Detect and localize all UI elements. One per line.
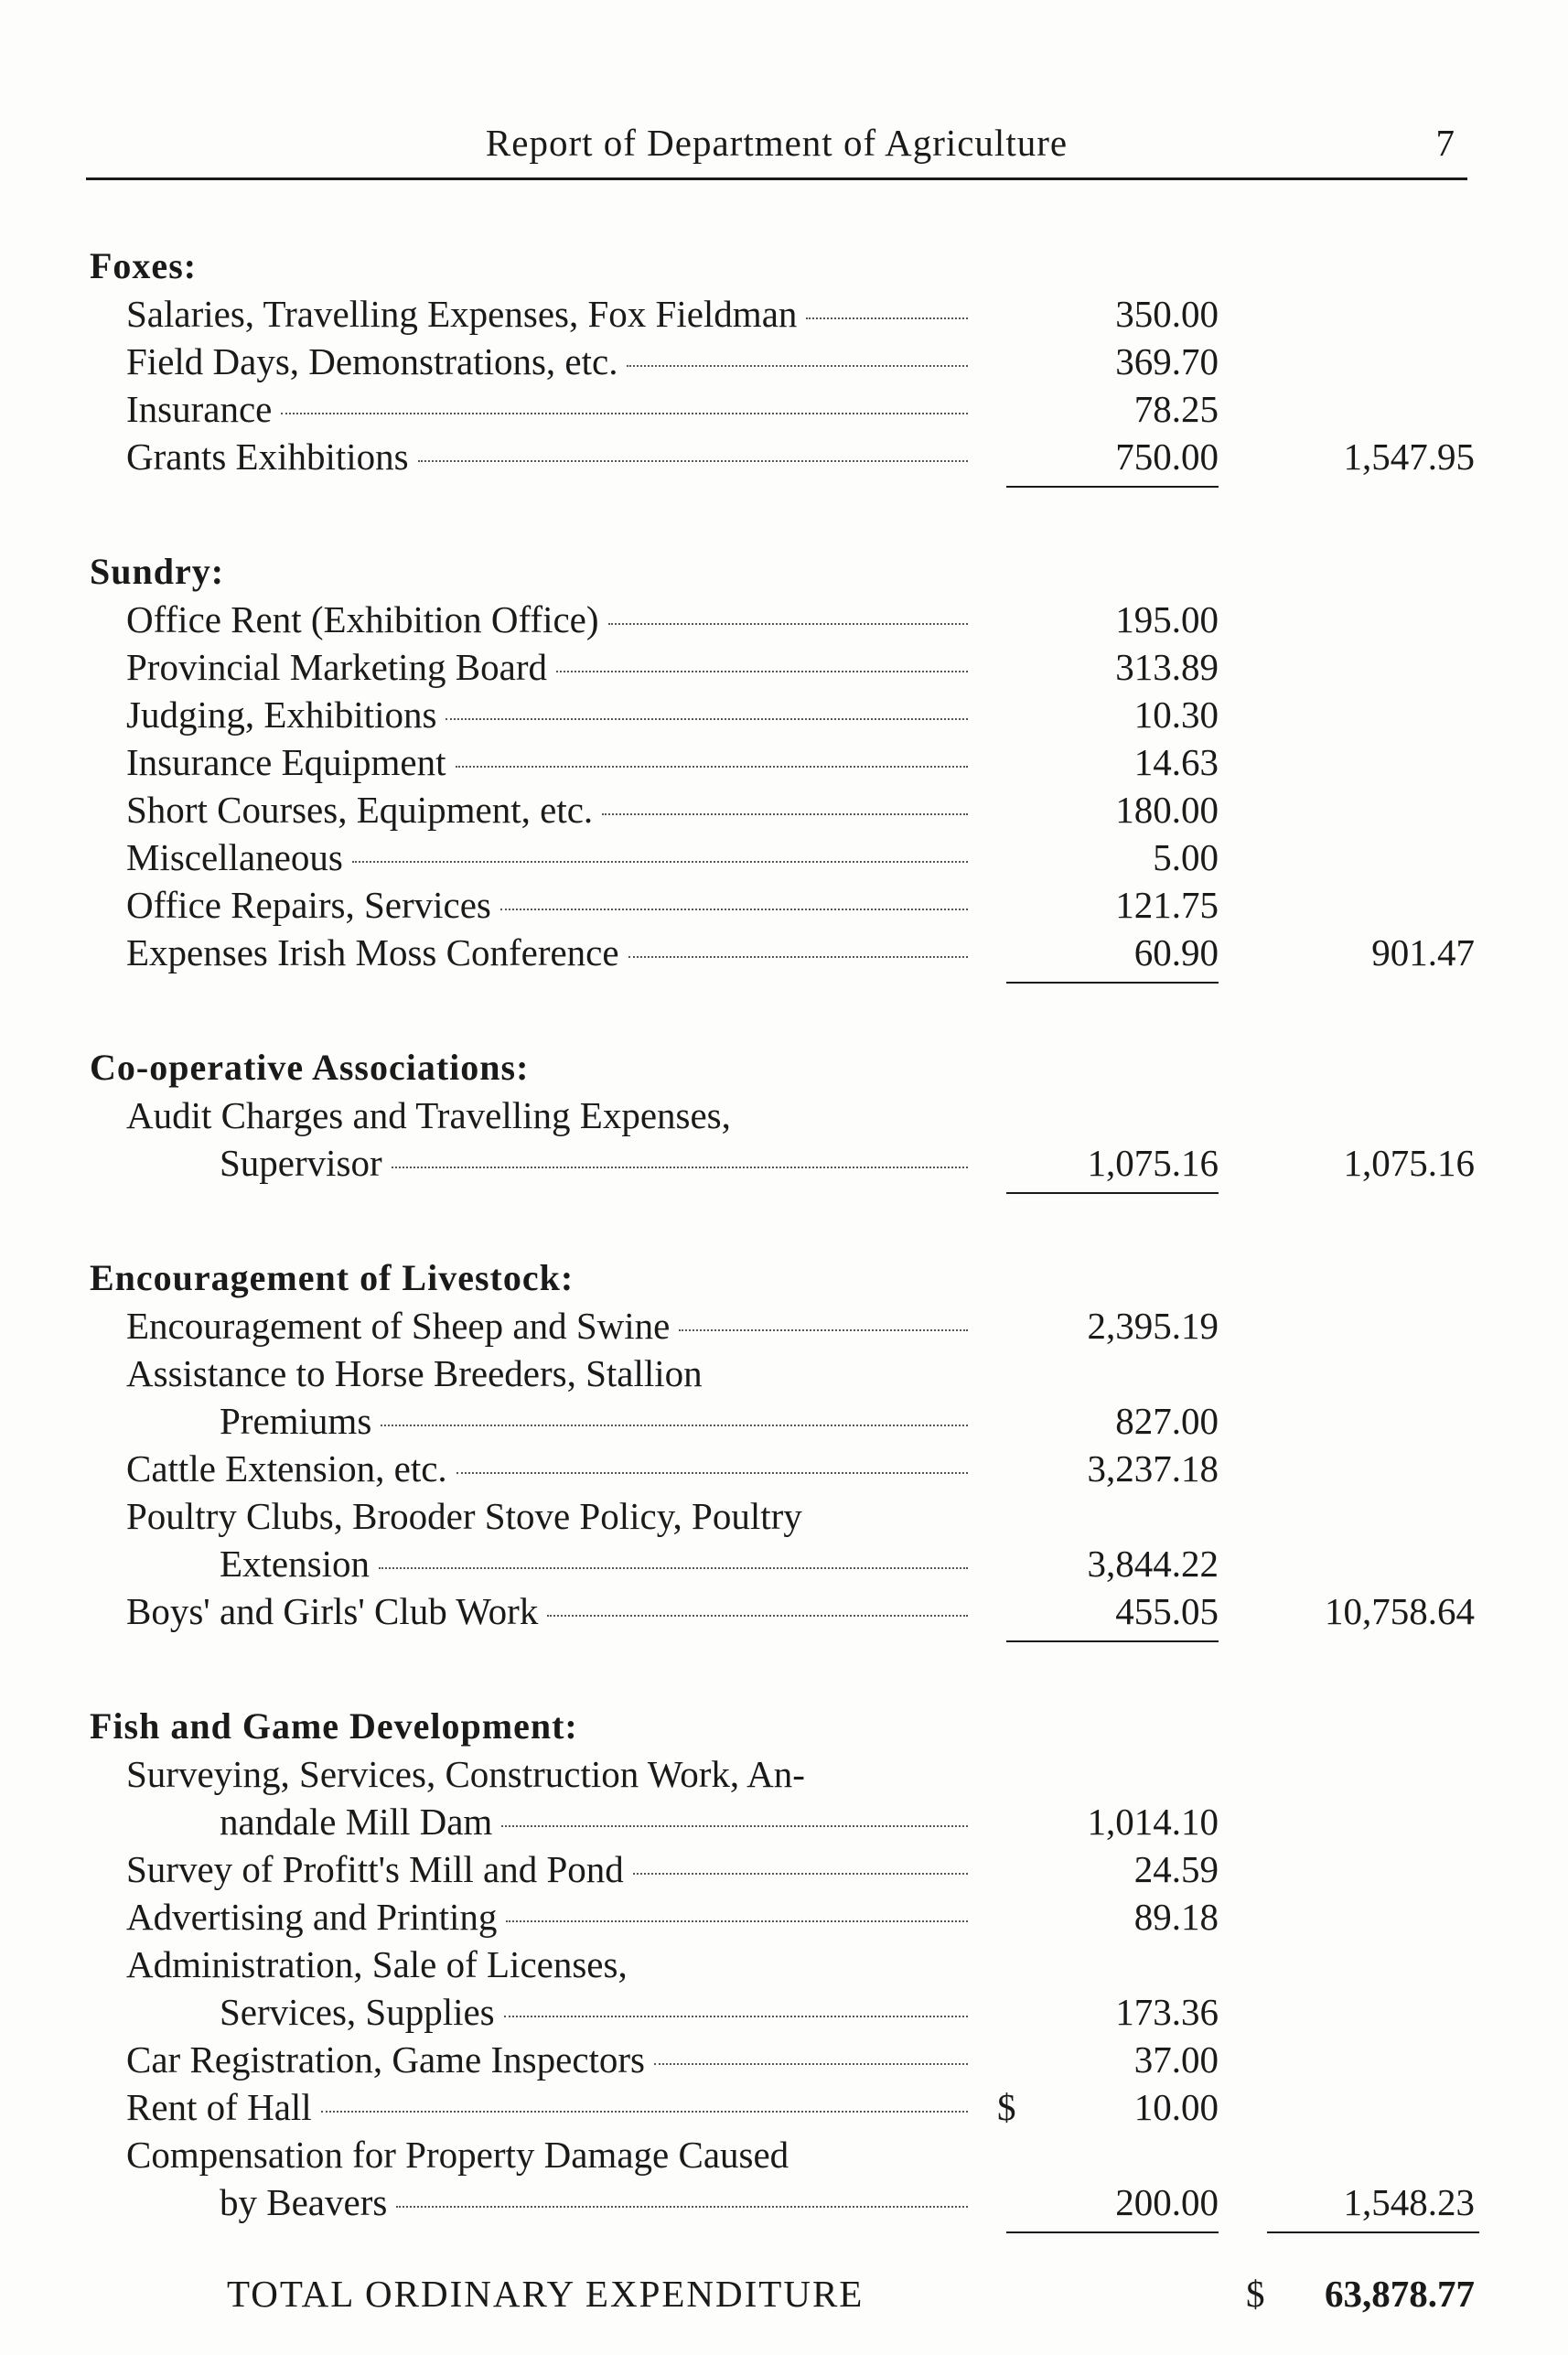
item-amount: 195.00 xyxy=(1115,598,1219,640)
item-text: Supervisor xyxy=(220,1142,382,1184)
item-amount: 10.00 xyxy=(1133,2086,1219,2128)
item-amount: 455.05 xyxy=(1115,1590,1219,1632)
item-text: Compensation for Property Damage Caused xyxy=(126,2134,789,2176)
dot-leader xyxy=(628,956,968,958)
dot-leader xyxy=(504,2016,968,2017)
item-text: Field Days, Demonstrations, etc. xyxy=(126,340,618,382)
subtotal-rule xyxy=(0,2226,1568,2266)
item-label xyxy=(126,738,968,786)
table-row xyxy=(0,2178,1568,2226)
dot-leader xyxy=(379,1567,968,1569)
item-amount: 60.90 xyxy=(1133,931,1219,973)
item-amount: 750.00 xyxy=(1115,436,1219,478)
item-label xyxy=(220,1540,968,1587)
item-amount: 1,014.10 xyxy=(1087,1801,1219,1843)
item-text: Provincial Marketing Board xyxy=(126,646,548,688)
item-text: by Beavers xyxy=(220,2181,388,2223)
table-row xyxy=(0,786,1568,833)
item-label xyxy=(220,1139,968,1187)
table-row xyxy=(0,1139,1568,1187)
table-row xyxy=(0,1540,1568,1587)
item-label xyxy=(126,881,968,929)
item-label xyxy=(126,1445,968,1492)
item-label xyxy=(126,643,968,691)
item-text: nandale Mill Dam xyxy=(220,1801,493,1843)
table-row xyxy=(0,1350,1568,1397)
item-label xyxy=(126,1492,968,1540)
section xyxy=(0,548,1568,1044)
subtotal-rule xyxy=(0,976,1568,1016)
item-text: Salaries, Travelling Expenses, Fox Fieldman xyxy=(126,293,798,335)
page-number: 7 xyxy=(1435,122,1455,164)
dot-leader xyxy=(352,861,968,863)
item-label xyxy=(220,1397,968,1445)
item-amount: 5.00 xyxy=(1153,836,1219,878)
section-title: Co-operative Associations: xyxy=(90,1047,530,1088)
item-text: Boys' and Girls' Club Work xyxy=(126,1590,539,1632)
item-text: Insurance xyxy=(126,388,273,430)
item-label xyxy=(126,290,968,338)
item-label xyxy=(126,2131,968,2178)
item-amount: 37.00 xyxy=(1133,2038,1219,2081)
item-text: Assistance to Horse Breeders, Stallion xyxy=(126,1352,703,1394)
item-label xyxy=(126,433,968,480)
item-amount: 369.70 xyxy=(1115,340,1219,382)
item-text: Expenses Irish Moss Conference xyxy=(126,931,619,973)
page-header xyxy=(86,121,1467,180)
item-amount: 78.25 xyxy=(1133,388,1219,430)
section-total: 10,758.64 xyxy=(1325,1590,1475,1632)
table-row xyxy=(0,1845,1568,1893)
table-row xyxy=(0,596,1568,643)
table-row xyxy=(0,290,1568,338)
table-row xyxy=(0,338,1568,385)
item-text: Short Courses, Equipment, etc. xyxy=(126,789,594,831)
dot-leader xyxy=(556,671,968,672)
item-label xyxy=(126,2036,968,2083)
table-row xyxy=(0,1988,1568,2036)
dot-leader xyxy=(456,1472,968,1474)
item-text: Surveying, Services, Construction Work, An- xyxy=(126,1753,805,1795)
item-label xyxy=(126,385,968,433)
dot-leader xyxy=(506,1920,968,1922)
section-total: 1,075.16 xyxy=(1343,1142,1475,1184)
item-text: Miscellaneous xyxy=(126,836,343,878)
item-amount: 89.18 xyxy=(1133,1896,1219,1938)
grand-total-value: 63,878.77 xyxy=(1325,2273,1475,2315)
item-text: Services, Supplies xyxy=(220,1991,495,2033)
item-amount: 121.75 xyxy=(1115,884,1219,926)
item-amount: 24.59 xyxy=(1133,1848,1219,1890)
item-label xyxy=(126,596,968,643)
item-amount: 3,237.18 xyxy=(1087,1447,1219,1489)
running-title: Report of Department of Agriculture xyxy=(485,122,1069,164)
dot-leader xyxy=(806,317,968,319)
item-text: Judging, Exhibitions xyxy=(126,694,437,736)
subtotal-rule xyxy=(0,1635,1568,1675)
item-text: Office Repairs, Services xyxy=(126,884,491,926)
item-label xyxy=(126,1941,968,1988)
section-total: 1,548.23 xyxy=(1343,2181,1475,2223)
dot-leader xyxy=(547,1615,968,1617)
table-row xyxy=(0,1492,1568,1540)
dot-leader xyxy=(608,623,968,625)
table-row xyxy=(0,1893,1568,1941)
table-row xyxy=(0,2036,1568,2083)
dot-leader xyxy=(418,460,968,462)
table-row xyxy=(0,929,1568,976)
dot-leader xyxy=(654,2063,968,2065)
item-text: Grants Exihbitions xyxy=(126,436,409,478)
section-total: 901.47 xyxy=(1371,931,1475,973)
dot-leader xyxy=(633,1873,968,1875)
item-label xyxy=(126,1893,968,1941)
item-text: Advertising and Printing xyxy=(126,1896,498,1938)
section-title: Foxes: xyxy=(90,245,198,286)
section-title: Fish and Game Development: xyxy=(90,1705,578,1747)
item-label xyxy=(126,833,968,881)
item-label xyxy=(126,1750,968,1798)
item-text: Audit Charges and Travelling Expenses, xyxy=(126,1094,731,1136)
item-text: Car Registration, Game Inspectors xyxy=(126,2038,646,2081)
item-amount: 3,844.22 xyxy=(1087,1543,1219,1585)
table-row xyxy=(0,1445,1568,1492)
item-amount: 10.30 xyxy=(1133,694,1219,736)
item-amount: 827.00 xyxy=(1115,1400,1219,1442)
table-row xyxy=(0,2083,1568,2131)
item-label xyxy=(220,1798,968,1845)
dot-leader xyxy=(602,813,968,815)
dot-leader xyxy=(321,2111,968,2113)
section xyxy=(0,1044,1568,1254)
item-amount: 350.00 xyxy=(1115,293,1219,335)
table-row xyxy=(0,1587,1568,1635)
dot-leader xyxy=(627,365,968,367)
currency-sign: $ xyxy=(1246,2273,1265,2315)
item-text: Poultry Clubs, Brooder Stove Policy, Poultry xyxy=(126,1495,802,1537)
dot-leader xyxy=(281,413,968,414)
dot-leader xyxy=(381,1425,968,1426)
item-label xyxy=(126,1350,968,1397)
section-title: Sundry: xyxy=(90,551,225,592)
dot-leader xyxy=(396,2206,968,2208)
dot-leader xyxy=(456,766,968,768)
subtotal-rule xyxy=(0,480,1568,521)
section-total: 1,547.95 xyxy=(1343,436,1475,478)
expenditure-table xyxy=(0,242,1568,2321)
item-label xyxy=(126,1091,968,1139)
table-row xyxy=(0,1091,1568,1139)
grand-total-row xyxy=(0,2266,1568,2321)
item-label xyxy=(126,338,968,385)
table-row xyxy=(0,1397,1568,1445)
section xyxy=(0,1703,1568,2266)
table-row xyxy=(0,833,1568,881)
table-row xyxy=(0,2131,1568,2178)
item-label xyxy=(126,929,968,976)
dot-leader xyxy=(679,1329,968,1331)
item-text: Survey of Profitt's Mill and Pond xyxy=(126,1848,624,1890)
item-label xyxy=(126,1845,968,1893)
item-label xyxy=(126,691,968,738)
item-amount: 180.00 xyxy=(1115,789,1219,831)
item-amount: 173.36 xyxy=(1115,1991,1219,2033)
table-row xyxy=(0,643,1568,691)
table-row xyxy=(0,881,1568,929)
table-row xyxy=(0,385,1568,433)
item-amount: 313.89 xyxy=(1115,646,1219,688)
table-row xyxy=(0,691,1568,738)
item-text: Insurance Equipment xyxy=(126,741,446,783)
item-label xyxy=(126,786,968,833)
item-amount: 14.63 xyxy=(1133,741,1219,783)
dot-leader xyxy=(500,909,968,910)
item-text: Cattle Extension, etc. xyxy=(126,1447,447,1489)
section-title: Encouragement of Livestock: xyxy=(90,1257,575,1298)
table-row xyxy=(0,1798,1568,1845)
item-text: Extension xyxy=(220,1543,370,1585)
item-amount: 2,395.19 xyxy=(1087,1305,1219,1347)
item-label xyxy=(220,1988,968,2036)
table-row xyxy=(0,738,1568,786)
table-row xyxy=(0,1941,1568,1988)
table-row xyxy=(0,433,1568,480)
item-text: Premiums xyxy=(220,1400,372,1442)
section xyxy=(0,1254,1568,1703)
item-label xyxy=(126,1587,968,1635)
dot-leader xyxy=(392,1167,968,1168)
subtotal-rule xyxy=(0,1187,1568,1227)
table-row xyxy=(0,1302,1568,1350)
item-text: Encouragement of Sheep and Swine xyxy=(126,1305,671,1347)
dot-leader xyxy=(501,1825,968,1827)
item-text: Office Rent (Exhibition Office) xyxy=(126,598,599,640)
item-amount: 200.00 xyxy=(1115,2181,1219,2223)
item-amount: 1,075.16 xyxy=(1087,1142,1219,1184)
item-text: Rent of Hall xyxy=(126,2086,312,2128)
section xyxy=(0,242,1568,548)
grand-total-label: TOTAL ORDINARY EXPENDITURE xyxy=(227,2273,865,2315)
dot-leader xyxy=(446,718,968,720)
item-text: Administration, Sale of Licenses, xyxy=(126,1943,628,1985)
currency-sign: $ xyxy=(997,2086,1016,2128)
item-label xyxy=(126,2083,968,2131)
item-label xyxy=(220,2178,968,2226)
item-label xyxy=(126,1302,968,1350)
table-row xyxy=(0,1750,1568,1798)
